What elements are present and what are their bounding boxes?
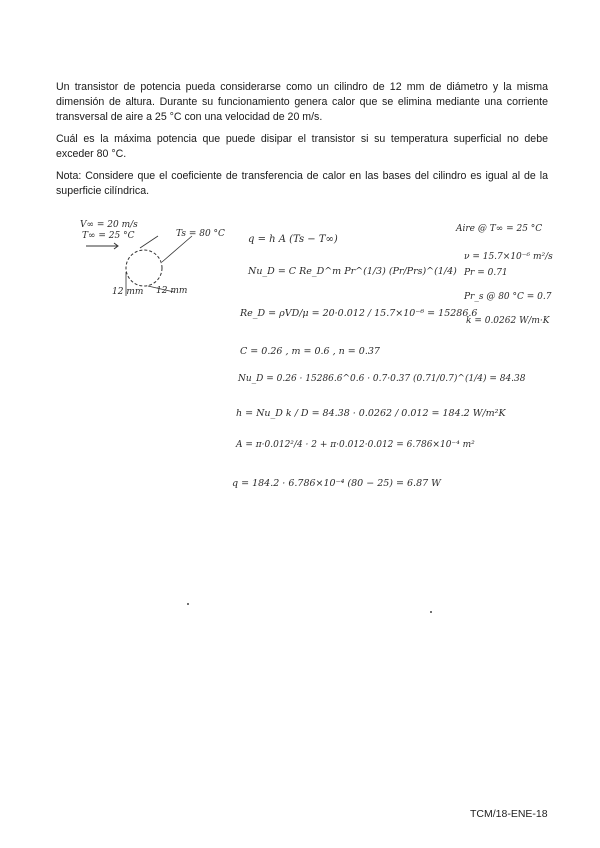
property-conductivity: k = 0.0262 W/m·K (466, 316, 550, 326)
property-prandtl-surface: Pr_s @ 80 °C = 0.7 (464, 292, 552, 302)
document-code: TCM/18-ENE-18 (470, 808, 548, 820)
problem-paragraph-3: Nota: Considere que el coeficiente de transferencia de calor en las bases del cilindro es igual al de la superficie cilíndrica. (56, 170, 548, 197)
sketch-note-height: 12 mm (112, 287, 144, 297)
solution-line-7: A = π·0.012²/4 · 2 + π·0.012·0.012 = 6.786×10⁻⁴ m² (236, 440, 475, 450)
sketch-note-diameter: 12 mm (156, 286, 188, 296)
property-prandtl: Pr = 0.71 (464, 268, 508, 278)
problem-paragraph-1: Un transistor de potencia pueda considerarse como un cilindro de 12 mm de diámetro y la misma dimensión de altura. Durante su funcionamiento genera calor que se elimina mediante una corriente transversal de aire a 25 °C con una velocidad de 20 m/s. (56, 81, 548, 123)
property-air: Aire @ T∞ = 25 °C (456, 224, 543, 234)
stray-mark (187, 603, 189, 605)
leader-line (162, 236, 192, 262)
problem-statement (56, 80, 548, 206)
solution-line-8: q = 184.2 · 6.786×10⁻⁴ (80 − 25) = 6.87 W (232, 478, 441, 489)
leader-line-2 (140, 236, 158, 248)
problem-paragraph-2: Cuál es la máxima potencia que puede disipar el transistor si su temperatura superficial no debe exceder 80 °C. (56, 133, 548, 160)
solution-line-1: q = h A (Ts − T∞) (248, 234, 338, 245)
solution-line-2: Nu_D = C Re_D^m Pr^(1/3) (Pr/Prs)^(1/4) (248, 266, 457, 277)
sketch-note-surface-temp: Ts = 80 °C (176, 229, 225, 239)
solution-line-3: Re_D = ρVD/μ = 20·0.012 / 15.7×10⁻⁶ = 15286.6 (240, 308, 478, 319)
stray-mark-2 (430, 611, 432, 613)
property-viscosity: ν = 15.7×10⁻⁶ m²/s (464, 252, 553, 262)
solution-line-5: Nu_D = 0.26 · 15286.6^0.6 · 0.7·0.37 (0.71/0.7)^(1/4) = 84.38 (238, 374, 526, 384)
sketch-note-velocity: V∞ = 20 m/s (80, 220, 138, 230)
cylinder-cross-section (126, 250, 162, 286)
solution-line-6: h = Nu_D k / D = 84.38 · 0.0262 / 0.012 = 184.2 W/m²K (236, 408, 506, 419)
sketch-note-air-temp: T∞ = 25 °C (82, 231, 135, 241)
solution-line-4: C = 0.26 , m = 0.6 , n = 0.37 (240, 346, 380, 357)
